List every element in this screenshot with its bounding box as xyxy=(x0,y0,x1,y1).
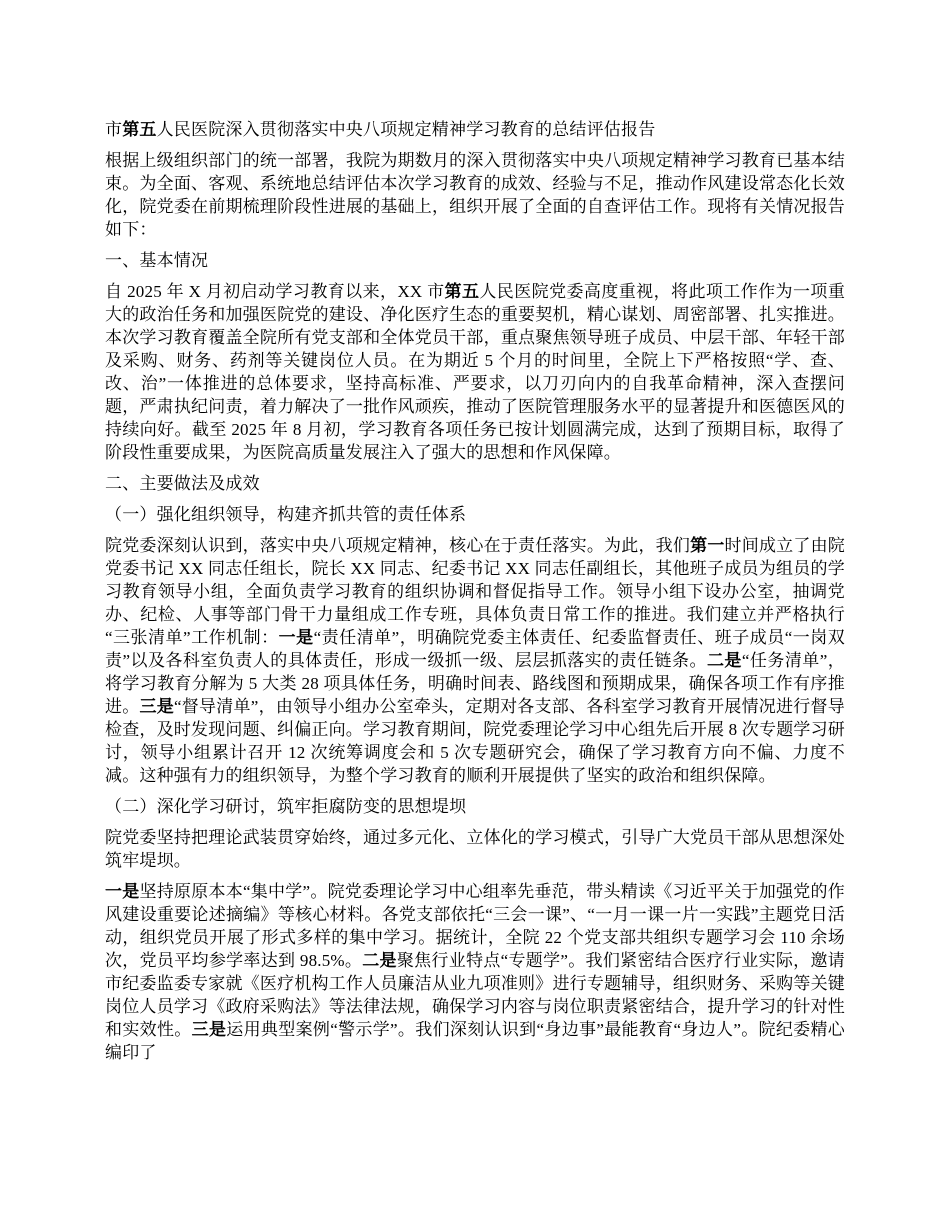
text-run: 人民医院党委高度重视，将此项工作作为一项重大的政治任务和加强医院党的建设、净化医疗生态的重要契机，精心谋划、周密部署、扎实推进。本次学习教育覆盖全院所有党支部和全体党员干部，重点聚焦领导班子成员、中层干部、年轻干部及采购、财务、药剂等关键岗位人员。在为期近 5 个月的时间里，全院上下严格按照“学、查、改、治”一体推进的总体要求，坚持高标准、严要求，以刀刃向内的自我革命精神，深入查摆问题，严肃执纪问责，着力解决了一批作风顽疾，推动了医院管理服务水平的显著提升和医德医风的持续向好。截至 2025 年 8 月初，学习教育各项任务已按计划圆满完成，达到了预期目标，取得了阶段性重要成果，为医院高质量发展注入了强大的思想和作风保障。 xyxy=(105,282,846,462)
bold-text-run: 第五 xyxy=(122,120,157,139)
bold-text-run: 一是 xyxy=(105,882,140,901)
section-1-paragraph xyxy=(105,280,845,464)
text-run: 聚焦行业特点“专题学”。我们紧密结合医疗行业实际，邀请市纪委监委专家就《医疗机构工作人员廉洁从业九项准则》进行专题辅导，组织财务、采购等关键岗位人员学习《政府采购法》等法律法规，确保学习内容与岗位职责紧密结合，提升学习的针对性和实效性。 xyxy=(105,951,845,1039)
bold-text-run: 第五 xyxy=(444,282,480,301)
bold-text-run: 三是 xyxy=(191,1020,227,1039)
text-run: 时间成立了由院党委书记 XX 同志任组长，院长 XX 同志、纪委书记 XX 同志任副组长，其他班子成员为组员的学习教育领导小组，全面负责学习教育的组织协调和督促指导工作。领导小组下设办公室，抽调党办、纪检、人事等部门骨干力量组成工作专班，具体负责日常工作的推进。我们建立并严格执行“三张清单”工作机制： xyxy=(105,536,845,647)
bold-text-run: 第一 xyxy=(690,536,725,555)
text-run: 二、主要做法及成效 xyxy=(105,474,260,493)
text-run: 坚持原原本本“集中学”。院党委理论学习中心组率先垂范，带头精读《习近平关于加强党的作风建设重要论述摘编》等核心材料。各党支部依托“三会一课”、“一月一课一片一实践”主题党日活动，组织党员开展了形式多样的集中学习。据统计，全院 22 个党支部共组织专题学习会 110 余场次，党员平均参学率达到 98.5%。 xyxy=(105,882,845,970)
section-2-2-detail-paragraph xyxy=(105,880,845,1064)
section-2-1-paragraph xyxy=(105,534,845,787)
text-run: 人民医院深入贯彻落实中央八项规定精神学习教育的总结评估报告 xyxy=(156,120,656,139)
document-title xyxy=(105,118,845,141)
bold-text-run: 三是 xyxy=(139,697,174,716)
bold-text-run: 一是 xyxy=(278,628,314,647)
text-run: 市 xyxy=(105,120,123,139)
text-run: （二）深化学习研讨，筑牢拒腐防变的思想堤坝 xyxy=(105,797,467,816)
text-run: 自 2025 年 X 月初启动学习教育以来，XX 市 xyxy=(105,282,445,301)
text-run: 院党委坚持把理论武装贯穿始终，通过多元化、立体化的学习模式，引导广大党员干部从思想深处筑牢堤坝。 xyxy=(105,828,845,870)
text-run: “任务清单”，将学习教育分解为 5 大类 28 项具体任务，明确时间表、路线图和预期成果，确保各项工作有序推进。 xyxy=(105,651,845,716)
bold-text-run: 二是 xyxy=(706,651,742,670)
text-run: （一）强化组织领导，构建齐抓共管的责任体系 xyxy=(105,505,467,524)
text-run: “责任清单”，明确院党委主体责任、纪委监督责任、班子成员“一岗双责”以及各科室负责人的具体责任，形成一级抓一级、层层抓落实的责任链条。 xyxy=(105,628,845,670)
section-1-heading xyxy=(105,249,845,272)
text-run: 院党委深刻认识到，落实中央八项规定精神，核心在于责任落实。为此，我们 xyxy=(105,536,691,555)
section-2-2-lead-paragraph xyxy=(105,826,845,872)
section-2-2-heading xyxy=(105,795,845,818)
text-run: “督导清单”，由领导小组办公室牵头，定期对各支部、各科室学习教育开展情况进行督导检查，及时发现问题、纠偏正向。学习教育期间，院党委理论学习中心组先后开展 8 次专题学习研讨，领导小组累计召开 12 次统筹调度会和 5 次专题研究会，确保了学习教育方向不偏、力度不减。这种强有力的组织领导，为整个学习教育的顺利开展提供了坚实的政治和组织保障。 xyxy=(105,697,845,785)
section-2-1-heading xyxy=(105,503,845,526)
text-run: 一、基本情况 xyxy=(105,251,209,270)
text-run: 运用典型案例“警示学”。我们深刻认识到“身边事”最能教育“身边人”。院纪委精心编印了 xyxy=(105,1020,846,1062)
bold-text-run: 二是 xyxy=(362,951,397,970)
intro-paragraph xyxy=(105,149,845,241)
text-run: 根据上级组织部门的统一部署，我院为期数月的深入贯彻落实中央八项规定精神学习教育已基本结束。为全面、客观、系统地总结评估本次学习教育的成效、经验与不足，推动作风建设常态化长效化，院党委在前期梳理阶段性进展的基础上，组织开展了全面的自查评估工作。现将有关情况报告如下： xyxy=(105,151,845,239)
section-2-heading xyxy=(105,472,845,495)
